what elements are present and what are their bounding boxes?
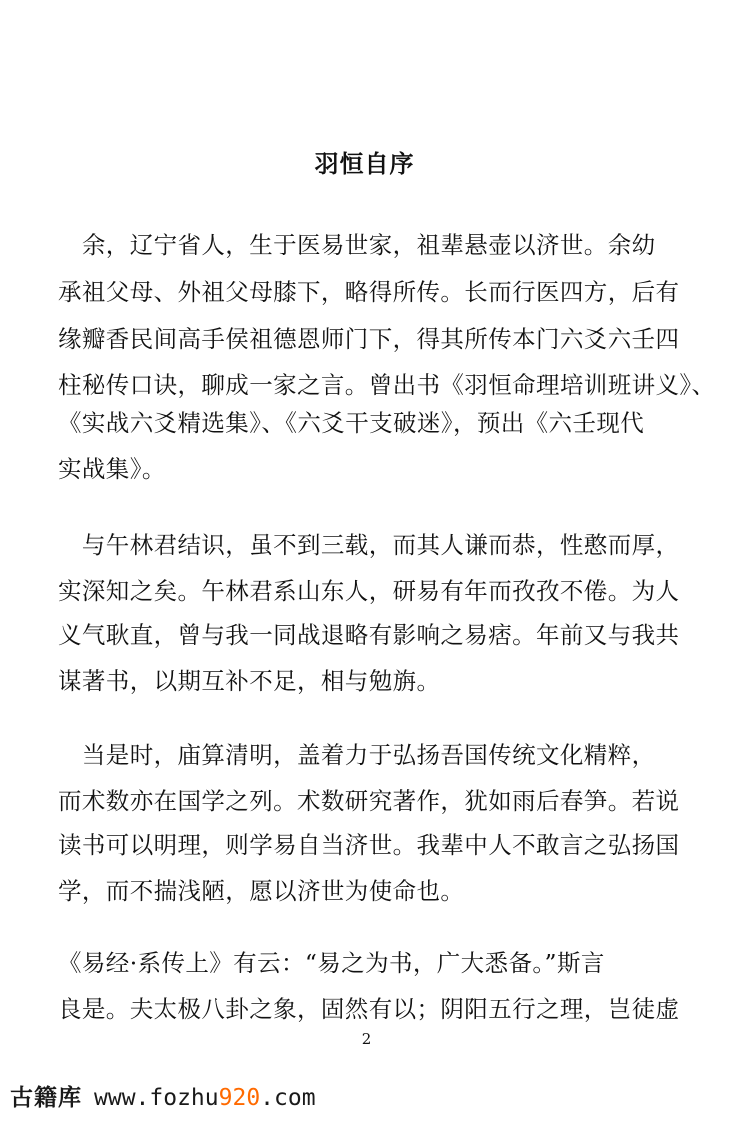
text-line: 《实战六爻精选集》、《六爻干支破迷》，预出《六壬现代 [58, 409, 645, 437]
text-line: 与午林君结识，虽不到三载，而其人谦而恭，性憨而厚， [58, 531, 680, 559]
text-line: 良是。夫太极八卦之象，固然有以；阴阳五行之理，岂徒虚 [58, 995, 680, 1023]
text-line: 缘瓣香民间高手侯祖德恩师门下，得其所传本门六爻六壬四 [58, 325, 680, 353]
text-line: 实深知之矣。午林君系山东人，研易有年而孜孜不倦。为人 [58, 577, 680, 605]
text-line: 承祖父母、外祖父母膝下，略得所传。长而行医四方，后有 [58, 278, 680, 306]
text-line: 柱秘传口诀，聊成一家之言。曾出书《羽恒命理培训班讲义》、 [58, 371, 716, 399]
text-line: 实战集》。 [58, 455, 166, 483]
text-line: 《易经·系传上》有云：“易之为书，广大悉备。”斯言 [58, 949, 605, 977]
page-title [0, 146, 733, 182]
page-title-text: 羽恒自序 [314, 150, 415, 178]
watermark [10, 1078, 316, 1118]
watermark-url-suffix: .com [260, 1085, 316, 1111]
text-line: 余，辽宁省人，生于医易世家，祖辈悬壶以济世。余幼 [58, 231, 656, 259]
text-line: 而术数亦在国学之列。术数研究著作，犹如雨后春笋。若说 [58, 787, 680, 815]
watermark-site-name: 古籍库 [10, 1085, 82, 1111]
watermark-url[interactable] [94, 1085, 316, 1111]
text-line: 读书可以明理，则学易自当济世。我辈中人不敢言之弘扬国 [58, 831, 680, 859]
text-line: 谋著书，以期互补不足，相与勉旃。 [58, 667, 441, 695]
text-line: 义气耿直，曾与我一同战退略有影响之易痞。年前又与我共 [58, 621, 680, 649]
text-line: 当是时，庙算清明，盖着力于弘扬吾国传统文化精粹， [58, 741, 656, 769]
watermark-url-prefix: www.fozhu [94, 1085, 219, 1111]
watermark-url-number: 920 [218, 1085, 261, 1111]
page-number: 2 [361, 1030, 372, 1048]
text-line: 学，而不揣浅陋，愿以济世为使命也。 [58, 877, 465, 905]
